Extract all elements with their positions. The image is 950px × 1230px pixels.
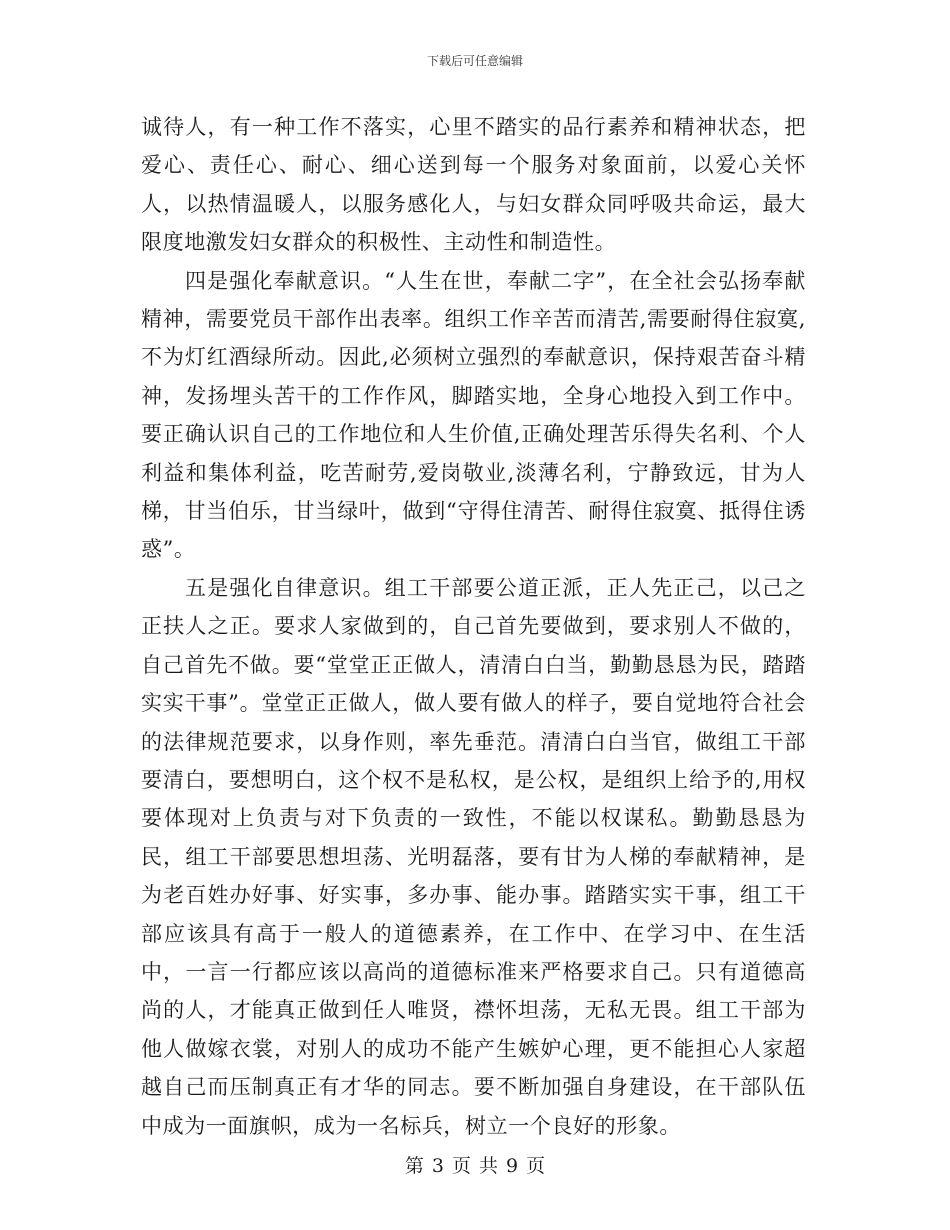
- header-note: 下载后可任意编辑: [426, 54, 523, 68]
- page-number-footer: 第 3 页 共 9 页: [404, 1155, 546, 1177]
- paragraph-dedication-awareness: 四是强化奉献意识。“人生在世，奉献二字”，在全社会弘扬奉献精神，需要党员干部作出表率。组织工作辛苦而清苦,需要耐得住寂寞,不为灯红酒绿所动。因此,必须树立强烈的奉献意识，保持艰苦奋斗精神，发扬埋头苦干的工作作风，脚踏实地，全身心地投入到工作中。要正确认识自己的工作地位和人生价值,正确处理苦乐得失名利、个人利益和集体利益，吃苦耐劳,爱岗敬业,淡薄名利，宁静致远，甘为人梯，甘当伯乐，甘当绿叶，做到“守得住清苦、耐得住寂寞、抵得住诱惑”。: [141, 268, 806, 562]
- paragraph-continuation: 诚待人，有一种工作不落实，心里不踏实的品行素养和精神状态，把爱心、责任心、耐心、细心送到每一个服务对象面前，以爱心关怀人，以热情温暖人，以服务感化人，与妇女群众同呼吸共命运，最大限度地激发妇女群众的积极性、主动性和制造性。: [141, 115, 806, 255]
- document-body: [141, 108, 806, 1145]
- paragraph-self-discipline-awareness: 五是强化自律意识。组工干部要公道正派，正人先正己，以己之正扶人之正。要求人家做到的，自己首先要做到，要求别人不做的，自己首先不做。要“堂堂正正做人，清清白白当，勤勤恳恳为民，踏踏实实干事”。堂堂正正做人，做人要有做人的样子，要自觉地符合社会的法律规范要求，以身作则，率先垂范。清清白白当官，做组工干部要清白，要想明白，这个权不是私权，是公权，是组织上给予的,用权要体现对上负责与对下负责的一致性，不能以权谋私。勤勤恳恳为民，组工干部要思想坦荡、光明磊落，要有甘为人梯的奉献精神，是为老百姓办好事、好实事，多办事、能办事。踏踏实实干事，组工干部应该具有高于一般人的道德素养，在工作中、在学习中、在生活中，一言一行都应该以高尚的道德标准来严格要求自己。只有道德高尚的人，才能真正做到任人唯贤，襟怀坦荡，无私无畏。组工干部为他人做嫁衣裳，对别人的成功不能产生嫉妒心理，更不能担心人家超越自己而压制真正有才华的同志。要不断加强自身建设，在干部队伍中成为一面旗帜，成为一名标兵，树立一个良好的形象。: [141, 575, 806, 1138]
